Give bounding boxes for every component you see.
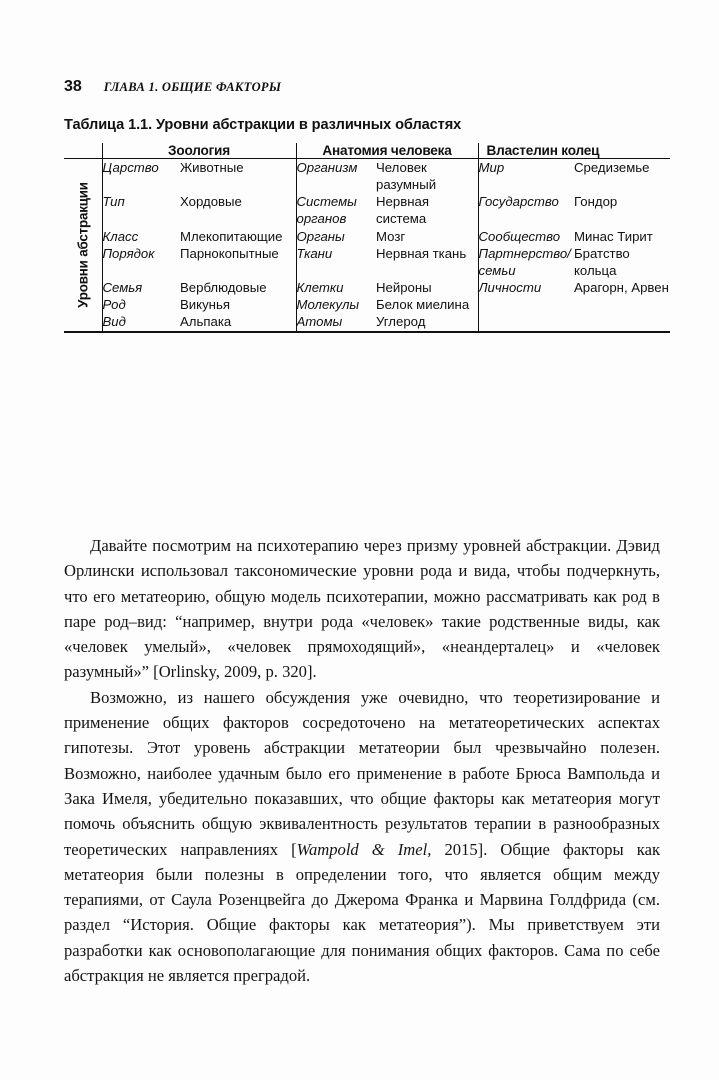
- cell-anatomy-level: Организм: [296, 159, 376, 194]
- cell-anatomy-value: Нервная система: [376, 194, 429, 227]
- table-row: [64, 313, 670, 331]
- cell-zoology-value: Верблюдовые: [180, 280, 267, 296]
- abstraction-table: [64, 143, 670, 333]
- page-number: 38: [64, 78, 82, 95]
- table-row: [64, 159, 670, 194]
- header-spine: [64, 143, 102, 159]
- table-header-row: [64, 143, 670, 159]
- cell-zoology-value: Парнокопытные: [180, 245, 279, 261]
- chapter-title: ГЛАВА 1. ОБЩИЕ ФАКТОРЫ: [103, 80, 282, 94]
- cell-anatomy-value: Мозг: [376, 228, 406, 244]
- cell-zoology-level: Род: [102, 297, 126, 313]
- header-zoology: Зоология: [102, 143, 296, 159]
- table-row: [64, 296, 670, 313]
- cell-zoology-level: Вид: [102, 314, 126, 330]
- cell-zoology-level: Тип: [102, 194, 125, 210]
- cell-zoology-level: Царство: [102, 159, 180, 194]
- spine-axis-label-cell: [64, 159, 102, 332]
- table-row: [64, 228, 670, 245]
- table-row: [64, 279, 670, 296]
- citation-wampold-imel: Wampold & Imel,: [296, 839, 432, 859]
- cell-lotr-level: [478, 313, 574, 331]
- cell-anatomy-value: Нейроны: [376, 280, 432, 296]
- cell-anatomy-value: Нервная ткань: [376, 245, 467, 261]
- header-anatomy: Анатомия человека: [296, 143, 478, 159]
- cell-lotr-value: Братство кольца: [574, 245, 630, 278]
- cell-zoology-value: Животные: [180, 159, 296, 194]
- header-lotr: Властелин колец: [486, 143, 600, 158]
- cell-lotr-level: Государство: [478, 193, 574, 227]
- cell-zoology-level: Порядок: [102, 245, 155, 261]
- cell-anatomy-level: Системы органов: [296, 193, 376, 227]
- table-caption: Таблица 1.1. Уровни абстракции в различных областях: [64, 117, 462, 133]
- cell-lotr-level: Партнерство/семьи: [478, 245, 574, 279]
- cell-zoology-value: Млекопитающие: [180, 228, 283, 244]
- spine-axis-label: Уровни абстракции: [75, 181, 91, 308]
- cell-zoology-level: Семья: [102, 280, 143, 296]
- cell-anatomy-level: Клетки: [296, 279, 376, 296]
- table-body: [64, 159, 670, 333]
- table-head: [64, 143, 670, 159]
- cell-lotr-value: [574, 313, 670, 331]
- body-text: [64, 533, 660, 988]
- table-row: [64, 193, 670, 227]
- cell-anatomy-level: Ткани: [296, 245, 376, 279]
- running-head: [64, 78, 664, 96]
- abstraction-table-wrapper: [64, 143, 670, 333]
- cell-anatomy-level: Органы: [296, 228, 376, 245]
- paragraph-1: Давайте посмотрим на психотерапию через призму уровней абстракции. Дэвид Орлински использовал таксономические уровни рода и вида, чтобы подчеркнуть, что его метатеорию, общую модель психотерапии, можно рассматривать как род в паре род–вид: “например, внутри рода «человек» такие родственные виды, как «человек умелый», «человек прямоходящий», «неандерталец» и «человек разумный»” [Orlinsky, 2009, p. 320].: [64, 536, 660, 682]
- cell-lotr-value: [574, 296, 670, 313]
- paragraph-2: [64, 685, 660, 989]
- cell-lotr-level: [478, 296, 574, 313]
- table-row: [64, 245, 670, 279]
- cell-lotr-value: Средиземье: [574, 159, 670, 194]
- cell-zoology-level: Класс: [102, 228, 139, 244]
- cell-lotr-level: Мир: [478, 159, 574, 194]
- cell-zoology-value: Хордовые: [180, 194, 242, 210]
- cell-zoology-value: Викунья: [180, 297, 230, 313]
- cell-lotr-level: Сообщество: [478, 228, 574, 245]
- paragraph-2-part2: 2015]. Общие факторы как метатеория были полезны в определении того, что является общим между терапиями, от Саула Розенцвейга до Джерома Франка и Марвина Голдфрида (см. раздел “История. Общие факторы как метатеория”). Мы приветствуем эти разработки как основополагающие для понимания общих факторов. Сама по себе абстракция не является преградой.: [64, 839, 661, 986]
- cell-zoology-value: Альпака: [180, 314, 232, 330]
- cell-anatomy-value: Человек разумный: [376, 159, 478, 194]
- cell-anatomy-level: Молекулы: [296, 296, 376, 313]
- cell-anatomy-value: Белок миелина: [376, 297, 470, 313]
- table-bottom-rule: [64, 332, 670, 333]
- cell-lotr-value: Гондор: [574, 194, 618, 210]
- cell-lotr-level: Личности: [478, 279, 574, 296]
- paragraph-2-part1: Возможно, из нашего обсуждения уже очевидно, что теоретизирование и применение общих факторов сосредоточено на метатеоретических аспектах гипотезы. Этот уровень абстракции метатеории был чрезвычайно полезен. Возможно, наиболее удачным было его применение в работе Брюса Вампольда и Зака Имеля, убедительно показавших, что общие факторы как метатеория могут помочь объяснить общую эквивалентность результатов терапии в разнообразных теоретических направлениях [: [64, 687, 660, 859]
- cell-lotr-value: Арагорн, Арвен: [574, 280, 669, 296]
- cell-lotr-value: Минас Тирит: [574, 228, 653, 244]
- cell-anatomy-value: Углерод: [376, 314, 426, 330]
- cell-anatomy-level: Атомы: [296, 313, 376, 331]
